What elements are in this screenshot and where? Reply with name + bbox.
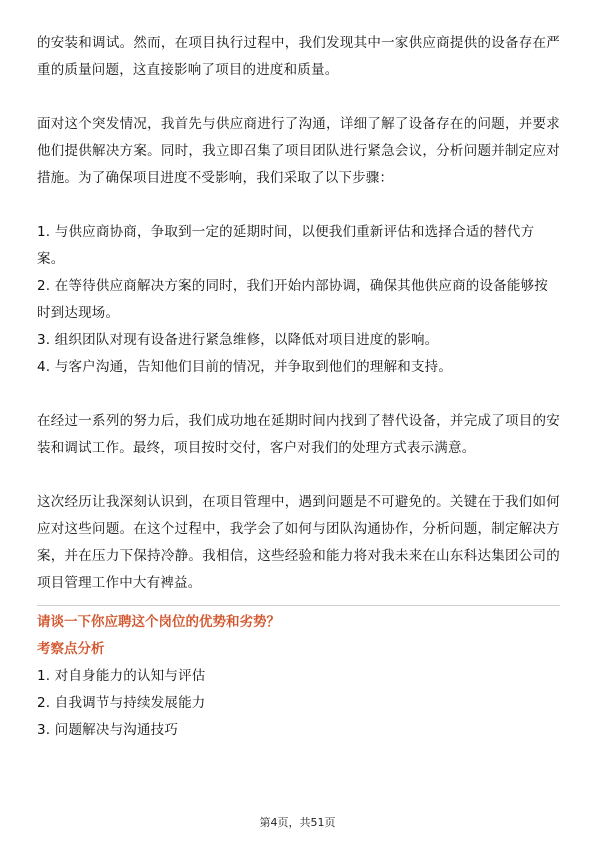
spacer (37, 84, 560, 111)
list-item: 3. 组织团队对现有设备进行紧急维修，以降低对项目进度的影响。 (37, 332, 439, 348)
list-item: 2. 自我调节与持续发展能力 (37, 695, 206, 711)
page-number: 第4页，共51页 (259, 816, 336, 829)
list-item: 3. 问题解决与沟通技巧 (37, 722, 179, 738)
spacer (37, 462, 560, 489)
spacer (37, 381, 560, 408)
spacer (37, 192, 560, 219)
question-heading: 请谈一下你应聘这个岗位的优势和劣势？ (37, 614, 280, 630)
list-item: 4. 与客户沟通，告知他们目前的情况，并争取到他们的理解和支持。 (37, 359, 453, 375)
page-content (37, 30, 560, 744)
paragraph-response: 面对这个突发情况，我首先与供应商进行了沟通，详细了解了设备存在的问题，并要求他们提供解决方案。同时，我立即召集了项目团队进行紧急会议，分析问题并制定应对措施。为了确保项目进度不受影响，我们采取了以下步骤： (37, 116, 560, 186)
analysis-list (37, 663, 560, 744)
list-item: 2. 在等待供应商解决方案的同时，我们开始内部协调，确保其他供应商的设备能够按时到达现场。 (37, 278, 548, 321)
steps-list (37, 219, 560, 381)
list-item: 1. 与供应商协商，争取到一定的延期时间，以便我们重新评估和选择合适的替代方案。 (37, 224, 535, 267)
section-divider (37, 605, 560, 606)
analysis-heading: 考察点分析 (37, 641, 105, 657)
paragraph-reflection: 这次经历让我深刻认识到，在项目管理中，遇到问题是不可避免的。关键在于我们如何应对这些问题。在这个过程中，我学会了如何与团队沟通协作，分析问题，制定解决方案，并在压力下保持冷静。我相信，这些经验和能力将对我未来在山东科达集团公司的项目管理工作中大有裨益。 (37, 494, 560, 591)
list-item: 1. 对自身能力的认知与评估 (37, 668, 206, 684)
paragraph-intro: 的安装和调试。然而，在项目执行过程中，我们发现其中一家供应商提供的设备存在严重的质量问题，这直接影响了项目的进度和质量。 (37, 35, 560, 78)
paragraph-result: 在经过一系列的努力后，我们成功地在延期时间内找到了替代设备，并完成了项目的安装和调试工作。最终，项目按时交付，客户对我们的处理方式表示满意。 (37, 413, 560, 456)
